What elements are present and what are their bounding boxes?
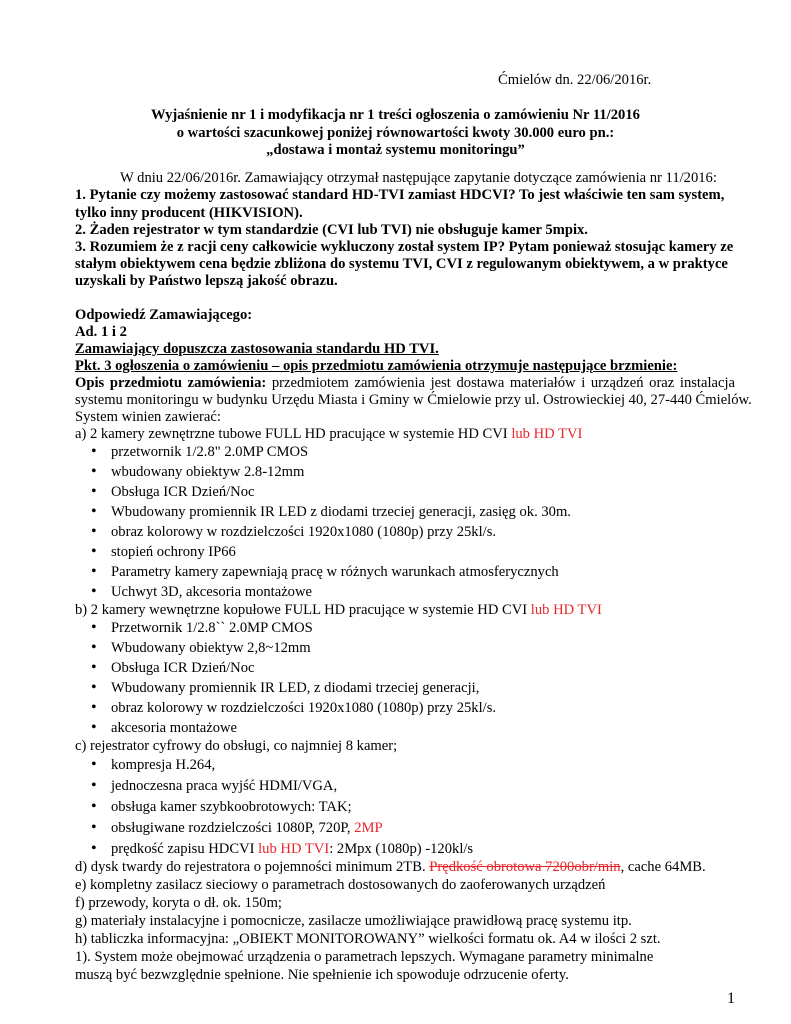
bullet-icon: • [91, 563, 97, 580]
opis-line-2: systemu monitoringu w budynku Urzędu Miasta i Gminy w Ćmielowie przy ul. Ostrowieckiej 40, 27-440 Ćmielów. [75, 392, 752, 408]
bullet-icon: • [91, 798, 97, 815]
answer-pkt: Pkt. 3 ogłoszenia o zamówieniu – opis przedmiotu zamówienia otrzymuje następujące brzmienie: [75, 358, 678, 374]
question-1b: tylko inny producent (HIKVISION). [75, 205, 303, 221]
question-1a: 1. Pytanie czy możemy zastosować standard HD-TVI zamiast HDCVI? To jest właściwie ten sam system, [75, 187, 725, 203]
section-a-heading [75, 425, 582, 443]
bullet-icon: • [91, 819, 97, 836]
title-line-2: o wartości szacunkowej poniżej równowartości kwoty 30.000 euro pn.: [176, 125, 615, 141]
list-item: obraz kolorowy w rozdzielczości 1920x1080 (1080p) przy 25kl/s. [111, 524, 497, 540]
list-item: akcesoria montażowe [111, 720, 238, 736]
place-date: Ćmielów dn. 22/06/2016r. [498, 72, 652, 88]
list-item: Uchwyt 3D, akcesoria montażowe [111, 584, 312, 600]
closing-line-2: muszą być bezwzględnie spełnione. Nie spełnienie ich spowoduje odrzucenie oferty. [75, 967, 569, 983]
bullet-icon: • [91, 699, 97, 716]
question-3c: uzyskali by Państwo lepszą jakość obrazu. [75, 273, 338, 289]
opis-text-1: przedmiotem zamówienia jest dostawa materiałów i urządzeń oraz instalacja [271, 375, 735, 391]
section-f: f) przewody, koryta o dł. ok. 150m; [75, 895, 282, 911]
section-d [75, 858, 706, 876]
list-item: Przetwornik 1/2.8`` 2.0MP CMOS [111, 620, 313, 636]
bullet-icon: • [91, 543, 97, 560]
bullet-icon: • [91, 443, 97, 460]
bullet-icon: • [91, 679, 97, 696]
list-item: Wbudowany promiennik IR LED, z diodami trzeciej generacji, [111, 680, 480, 696]
bullet-icon: • [91, 619, 97, 636]
item5-text-b: : 2Mpx (1080p) -120kl/s [329, 841, 474, 857]
question-3b: stałym obiektywem cena będzie zbliżona do systemu TVI, CVI z regulowanym obiektywem, a w praktyce [75, 256, 728, 272]
section-e: e) kompletny zasilacz sieciowy o parametrach dostosowanych do zaoferowanych urządzeń [75, 877, 606, 893]
bullet-icon: • [91, 756, 97, 773]
list-item: Obsługa ICR Dzień/Noc [111, 660, 255, 676]
section-a-head-text: a) 2 kamery zewnętrzne tubowe FULL HD pracujące w systemie HD CVI [75, 426, 512, 442]
item5-text-a: prędkość zapisu HDCVI [111, 841, 259, 857]
question-3a: 3. Rozumiem że z racji ceny całkowicie wykluczony został system IP? Pytam ponieważ stosując kamery ze [75, 239, 734, 255]
list-item: kompresja H.264, [111, 757, 216, 773]
list-item: obraz kolorowy w rozdzielczości 1920x1080 (1080p) przy 25kl/s. [111, 700, 497, 716]
bullet-icon: • [91, 463, 97, 480]
question-2: 2. Żaden rejestrator w tym standardzie (CVI lub TVI) nie obsługuje kamer 5mpix. [75, 222, 588, 238]
list-item: przetwornik 1/2.8" 2.0MP CMOS [111, 444, 309, 460]
item5-red: lub HD TVI [258, 841, 330, 857]
item4-red: 2MP [354, 820, 383, 836]
section-c-heading: c) rejestrator cyfrowy do obsługi, co najmniej 8 kamer; [75, 738, 398, 754]
section-b-head-text: b) 2 kamery wewnętrzne kopułowe FULL HD pracujące w systemie HD CVI [75, 602, 531, 618]
list-item: Parametry kamery zapewniają pracę w różnych warunkach atmosferycznych [111, 564, 559, 580]
bullet-icon: • [91, 583, 97, 600]
section-d-text-b: , cache 64MB. [620, 859, 706, 875]
section-b-heading [75, 601, 602, 619]
list-item: Wbudowany promiennik IR LED z diodami trzeciej generacji, zasięg ok. 30m. [111, 504, 571, 520]
section-h: h) tabliczka informacyjna: „OBIEKT MONITOROWANY” wielkości formatu ok. A4 w ilości 2 szt. [75, 931, 661, 947]
opis-label: Opis przedmiotu zamówienia: [75, 375, 267, 391]
list-item [111, 840, 473, 858]
section-d-text-a: d) dysk twardy do rejestratora o pojemności minimum 2TB. [75, 859, 430, 875]
opis-line-1 [75, 374, 735, 392]
title-line-1: Wyjaśnienie nr 1 i modyfikacja nr 1 treści ogłoszenia o zamówieniu Nr 11/2016 [151, 107, 640, 123]
section-d-strike: Prędkość obrotowa 7200obr/min [429, 859, 621, 875]
bullet-icon: • [91, 503, 97, 520]
closing-line-1: 1). System może obejmować urządzenia o parametrach lepszych. Wymagane parametry minimalne [75, 949, 654, 965]
bullet-icon: • [91, 777, 97, 794]
bullet-icon: • [91, 523, 97, 540]
bullet-icon: • [91, 659, 97, 676]
list-item: obsługa kamer szybkoobrotowych: TAK; [111, 799, 352, 815]
bullet-icon: • [91, 719, 97, 736]
section-g: g) materiały instalacyjne i pomocnicze, zasilacze umożliwiające prawidłową pracę systemu itp. [75, 913, 632, 929]
answer-allow: Zamawiający dopuszcza zastosowania standardu HD TVI. [75, 341, 439, 357]
bullet-icon: • [91, 639, 97, 656]
list-item: wbudowany obiektyw 2.8-12mm [111, 464, 305, 480]
list-item: Obsługa ICR Dzień/Noc [111, 484, 255, 500]
list-item: Wbudowany obiektyw 2,8~12mm [111, 640, 311, 656]
title-line-3: „dostawa i montaż systemu monitoringu” [266, 142, 525, 158]
list-item: jednoczesna praca wyjść HDMI/VGA, [111, 778, 338, 794]
list-item: stopień ochrony IP66 [111, 544, 236, 560]
item4-text: obsługiwane rozdzielczości 1080P, 720P, [111, 820, 355, 836]
page-number: 1 [727, 990, 735, 1007]
section-a-head-red: lub HD TVI [511, 426, 583, 442]
bullet-icon: • [91, 840, 97, 857]
opis-line-3: System winien zawierać: [75, 409, 221, 425]
answer-ad: Ad. 1 i 2 [75, 324, 127, 340]
bullet-icon: • [91, 483, 97, 500]
section-b-head-red: lub HD TVI [530, 602, 602, 618]
intro-text: W dniu 22/06/2016r. Zamawiający otrzymał następujące zapytanie dotyczące zamówienia nr 11/2016: [120, 170, 717, 186]
answer-heading: Odpowiedź Zamawiającego: [75, 307, 253, 323]
list-item [111, 819, 383, 837]
